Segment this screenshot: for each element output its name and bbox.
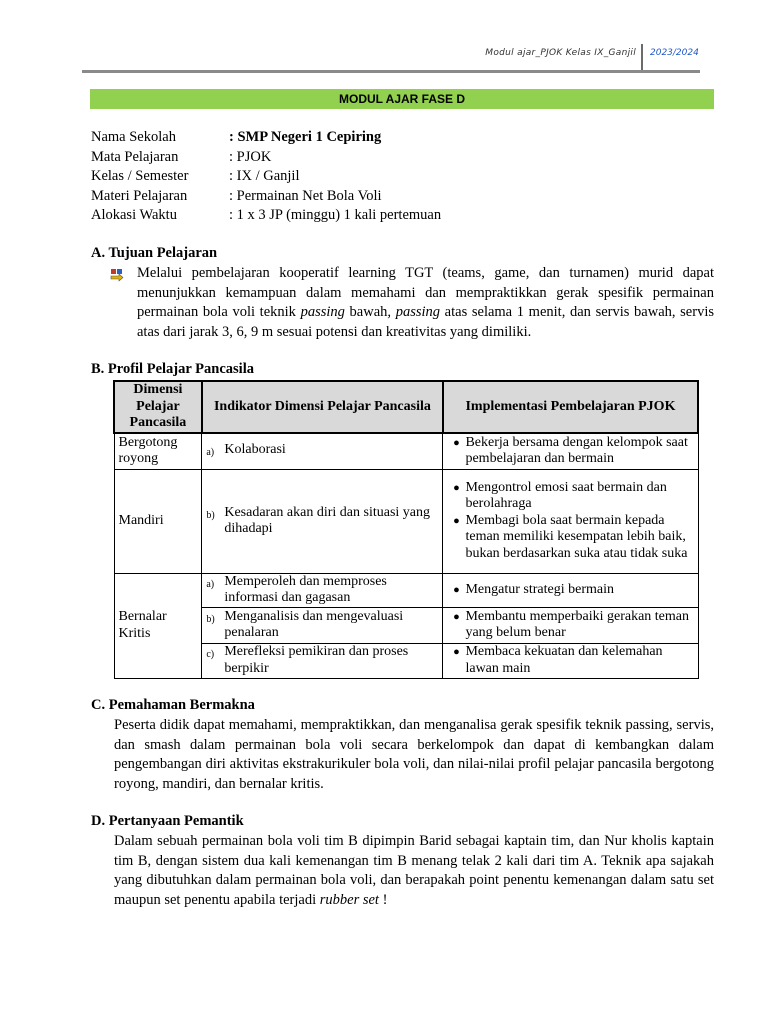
implementation-item: ● Bekerja bersama dengan kelompok saat pembelajaran dan bermain — [453, 434, 688, 467]
info-label: Materi Pelajaran — [91, 187, 188, 204]
implementation-item: ● Membantu memperbaiki gerakan teman yang belum benar — [453, 608, 689, 640]
indicator-item: c) Merefleksi pemikiran dan proses berpikir — [206, 644, 409, 676]
table-row — [114, 433, 698, 469]
header-doc-title: Modul ajar_PJOK Kelas IX_Ganjil — [485, 48, 636, 58]
dimension-cell: Bernalar Kritis — [114, 573, 202, 678]
info-label: Kelas / Semester — [91, 168, 189, 184]
section-d-text: Dalam sebuah permainan bola voli tim B dipimpin Barid sebagai kaptain tim, dan Nur kholis kaptain tim B, dengan sistem dua kali kemenangan tim B menang telak 2 kali dari tim A. Teknik apa sajakah yang dibutuhkan dalam permainan bola voli, dan berapakah point penentu kemenangan dalam satu set maupun set penentu apabila terjadi rubber set ! — [114, 833, 714, 908]
info-label: Mata Pelajaran — [91, 148, 179, 165]
section-c-text: Peserta didik dapat memahami, mempraktikkan, dan menganalisa gerak spesifik teknik passing, servis, dan smash dalam permainan bola voli secara berkelompok dan dapat di kembangkan dalam pengembangan diri aktivitas ekstrakurikuler bola voli, dan nilai-nilai profil pelajar pancasila bergotong royong, mandiri, dan bernalar kritis. — [114, 717, 714, 792]
col-dimension-header: Dimensi Pelajar Pancasila — [114, 381, 202, 433]
dimension-cell: Mandiri — [114, 469, 202, 573]
implementation-item: ● Mengatur strategi bermain — [453, 581, 614, 597]
table-row — [114, 573, 698, 607]
info-value: : Permainan Net Bola Voli — [229, 187, 382, 204]
banner-title: MODUL AJAR FASE D — [90, 89, 714, 109]
section-a-title: A. Tujuan Pelajaran — [91, 245, 218, 261]
profile-table — [113, 380, 699, 679]
indicator-item: b) Kesadaran akan diri dan situasi yang dihadapi — [206, 504, 431, 536]
arrow-bullet-icon — [110, 268, 124, 282]
identity-block — [91, 128, 441, 226]
col-indicator-header: Indikator Dimensi Pelajar Pancasila — [202, 381, 443, 433]
info-value: : IX / Ganjil — [229, 168, 300, 184]
implementation-item: ● Membaca kekuatan dan kelemahan lawan main — [453, 644, 663, 676]
section-c-title: C. Pemahaman Bermakna — [91, 697, 255, 713]
info-row — [91, 148, 441, 168]
indicator-item: a) Kolaborasi — [206, 441, 286, 458]
info-row — [91, 187, 441, 207]
header-rule — [82, 70, 700, 73]
indicator-item: a) Memperoleh dan memproses informasi dan gagasan — [206, 573, 387, 605]
table-row — [114, 469, 698, 573]
section-d-title: D. Pertanyaan Pemantik — [91, 813, 244, 829]
table-header-row — [114, 381, 698, 433]
implementation-item: ● Mengontrol emosi saat bermain dan berolahraga — [453, 479, 667, 512]
info-value: : 1 x 3 JP (minggu) 1 kali pertemuan — [229, 207, 442, 223]
header-separator — [641, 44, 643, 72]
indicator-item: b) Menganalisis dan mengevaluasi penalaran — [206, 608, 404, 640]
info-label: Nama Sekolah — [91, 129, 176, 145]
table-row — [114, 607, 698, 643]
info-row — [91, 206, 441, 226]
table-row — [114, 643, 698, 678]
section-a-text: Melalui pembelajaran kooperatif learning TGT (teams, game, dan turnamen) murid dapat menunjukkan kemampuan dalam memahami dan mempraktikkan gerak spesifik permainan permainan bola voli teknik passing bawah, passing atas selama 1 menit, dan servis bawah, servis atas dari jarak 3, 6, 9 m sesuai potensi dan kreativitas yang dimiliki. — [137, 265, 714, 340]
section-b-title: B. Profil Pelajar Pancasila — [91, 361, 254, 377]
dimension-cell: Bergotong royong — [114, 433, 202, 469]
col-implementation-header: Implementasi Pembelajaran PJOK — [443, 381, 698, 433]
info-label: Alokasi Waktu — [91, 207, 177, 223]
info-row — [91, 167, 441, 187]
header-year: 2023/2024 — [650, 48, 699, 58]
info-value: : PJOK — [229, 148, 272, 165]
info-row — [91, 128, 441, 148]
implementation-item: ● Membagi bola saat bermain kepada teman memiliki kesempatan lebih baik, bukan berdasarkan suka atau tidak suka — [453, 512, 688, 561]
info-value: : SMP Negeri 1 Cepiring — [229, 129, 382, 145]
page-header — [0, 46, 768, 64]
